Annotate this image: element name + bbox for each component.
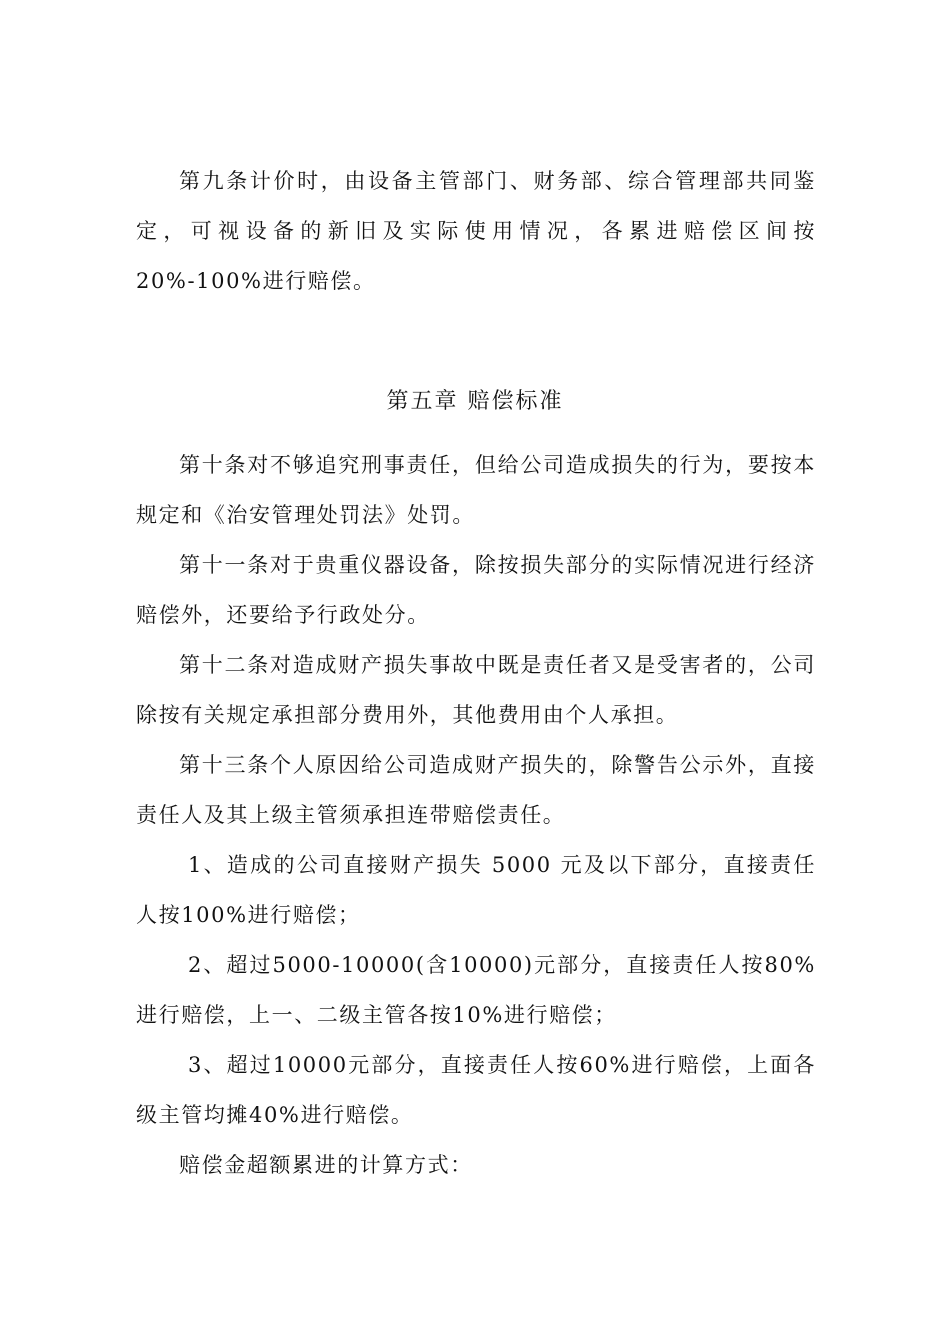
list-item-3: 3、超过10000元部分，直接责任人按60%进行赔偿，上面各级主管均摊40%进行赔偿。 bbox=[136, 1053, 816, 1127]
calculation-heading: 赔偿金超额累进的计算方式： bbox=[179, 1153, 473, 1177]
article-11-paragraph: 第十一条对于贵重仪器设备，除按损失部分的实际情况进行经济赔偿外，还要给予行政处分。 bbox=[136, 553, 816, 627]
article-10-paragraph: 第十条对不够追究刑事责任，但给公司造成损失的行为，要按本规定和《治安管理处罚法》处罚。 bbox=[136, 453, 816, 527]
chapter-title: 第五章 赔偿标准 bbox=[386, 389, 564, 414]
article-13-paragraph: 第十三条个人原因给公司造成财产损失的，除警告公示外，直接责任人及其上级主管须承担连带赔偿责任。 bbox=[136, 753, 816, 827]
list-item-2: 2、超过5000-10000(含10000)元部分，直接责任人按80%进行赔偿，上一、二级主管各按10%进行赔偿； bbox=[136, 953, 816, 1027]
list-item-1: 1、造成的公司直接财产损失 5000 元及以下部分，直接责任人按100%进行赔偿； bbox=[136, 853, 816, 927]
article-12-paragraph: 第十二条对造成财产损失事故中既是责任者又是受害者的，公司除按有关规定承担部分费用外，其他费用由个人承担。 bbox=[136, 653, 816, 727]
article-9-paragraph: 第九条计价时，由设备主管部门、财务部、综合管理部共同鉴定，可视设备的新旧及实际使用情况，各累进赔偿区间按20%-100%进行赔偿。 bbox=[136, 169, 816, 293]
